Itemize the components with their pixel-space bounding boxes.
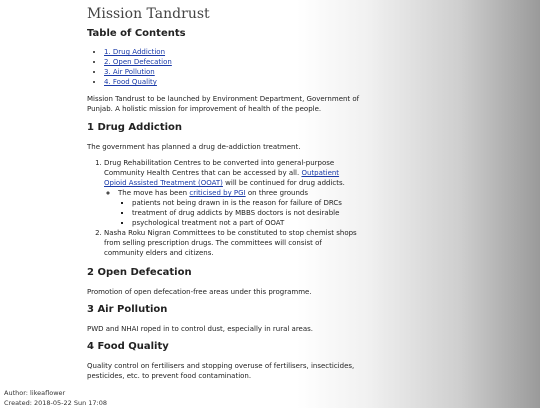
list-item	[118, 188, 362, 228]
table-of-contents	[87, 47, 172, 87]
drug-measures-list-container	[87, 158, 362, 258]
section-heading-open-defecation: 2 Open Defecation	[87, 267, 192, 278]
drug-measures-list	[87, 158, 362, 258]
drug-item1-tail: will be continued for drug addicts.	[222, 179, 345, 187]
toc-link-open-defecation[interactable]: 2. Open Defecation	[104, 58, 172, 66]
toc-link-food-quality[interactable]: 4. Food Quality	[104, 78, 157, 86]
list-item: 2. Nasha Roku Nigran Committees to be constituted to stop chemist shops from selling prescription drugs. The committees will consist of community elders and citizens.	[104, 228, 362, 258]
drug-lead-text: The government has planned a drug de-addiction treatment.	[87, 143, 301, 151]
section-heading-food-quality: 4 Food Quality	[87, 341, 169, 352]
intro-paragraph: Mission Tandrust to be launched by Environment Department, Government of Punjab. A holistic mission for improvement of health of the people.	[87, 95, 360, 113]
pgi-criticism-link[interactable]: criticised by PGI	[189, 189, 246, 197]
list-item	[104, 158, 362, 228]
criticism-pre: The move has been	[118, 189, 190, 197]
criticism-list	[104, 188, 362, 228]
toc-link-air-pollution[interactable]: 3. Air Pollution	[104, 68, 155, 76]
food-text: Quality control on fertilisers and stopping overuse of fertilisers, insecticides, pesticides, etc. to prevent food contamination.	[87, 362, 355, 380]
toc-item	[104, 67, 172, 77]
criticism-post: on three grounds	[245, 189, 308, 197]
footer-created: Created: 2018-05-22 Sun 17:08	[4, 399, 107, 407]
ooat-link[interactable]: Outpatient Opioid Assisted Treatment (OOAT)	[104, 169, 340, 187]
toc-heading: Table of Contents	[87, 28, 186, 39]
grounds-list	[118, 198, 362, 228]
list-item: ▪ treatment of drug addicts by MBBS doctors is not desirable	[132, 208, 362, 218]
list-item: ▪ patients not being drawn in is the reason for failure of DRCs	[132, 198, 362, 208]
toc-item	[104, 57, 172, 67]
page-title: Mission Tandrust	[87, 6, 210, 22]
toc-item	[104, 47, 172, 57]
section-heading-air-pollution: 3 Air Pollution	[87, 304, 168, 315]
main-content	[87, 0, 362, 380]
air-text: PWD and NHAI roped in to control dust, especially in rural areas.	[87, 325, 314, 333]
toc-item	[104, 77, 172, 87]
toc-link-drug-addiction[interactable]: 1. Drug Addiction	[104, 48, 166, 56]
section-heading-drug-addiction: 1 Drug Addiction	[87, 122, 183, 133]
footer-author: Author: likeaflower	[4, 389, 66, 397]
list-item: ▪ psychological treatment not a part of OOAT	[132, 218, 362, 228]
drug-item1-text: Drug Rehabilitation Centres to be converted into general-purpose Community Health Centres that can be accessed by all.	[104, 159, 335, 177]
defecation-text: Promotion of open defecation-free areas under this programme.	[87, 288, 312, 296]
